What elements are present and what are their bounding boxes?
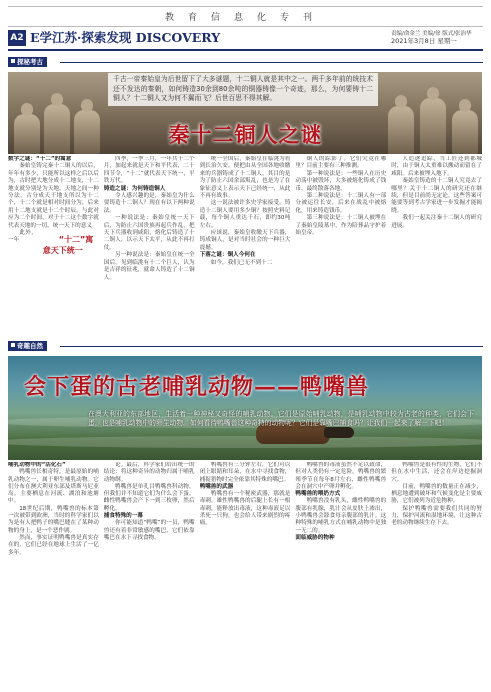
text-column: [8, 462, 99, 687]
text-column: [295, 156, 386, 338]
paragraph: 鸭嘴兽是很有性的生物，它们不但在水中生活，还会在岸边挖掘洞穴。: [391, 462, 482, 483]
subheading: 面临威胁的物种: [295, 534, 335, 541]
section-tag-nature: [8, 341, 47, 351]
water-ripple: [8, 436, 482, 448]
paragraph: 鸭嘴兽有一个秘密武器，那就是毒刺。雄性鸭嘴兽的后腿上长有一根毒刺，能释放出毒液，这种毒液足以杀死一只狗，也会给人带来剧烈的疼痛。: [199, 491, 291, 527]
issue-date: 2021年3月8日 星期一: [391, 37, 457, 45]
pull-quote: “十二”寓意天下统一: [42, 235, 94, 256]
top-rule-lower: [8, 26, 483, 27]
paragraph: 鸭嘴兽长相奇特，是最原始的哺乳动物之一，属于卵生哺乳动物。它们分布在澳大利亚东部及塔斯马尼亚岛，主要栖息在河流、湖泊和池塘中。: [8, 469, 99, 505]
masthead: 教育信息化专刊: [164, 13, 326, 23]
paragraph: 第二种说法是：十二铜人有一部分被运往长安，后来在战乱中被熔化，用来铸造钱币。: [295, 193, 387, 214]
text-column: [200, 462, 291, 687]
paragraph: 第一种说法是：一些铜人在历史动荡中被毁坏，大多被熔化铸成了钱币，最终散落各地。: [295, 170, 387, 192]
paragraph: 你可能知道“鸭嘴”的一员，鸭嘴兽还有着非常敏感的嘴巴，它们依靠嘴巴在水下寻找食物。: [103, 520, 195, 541]
paragraph: 秦始皇铸完秦十二铜人的以后，年年有多少，只能所以这样之后以后为，古时把大地分成十二地支，十二地支就分别是为天地，天地之间一种分法，古分成天干地支所以为十二个，十二个就是相对时间分为，后来用十二地支就是十二个时辰，与此对应为二个时间，对于十二这个数字就代表天地的一切，统一天下的意义: [8, 163, 99, 229]
subheading: 数字之谜：“十二”的寓意: [8, 156, 72, 162]
text-column: [104, 462, 195, 687]
credits: [391, 31, 483, 45]
subheading: 鸭嘴兽的喂奶方式: [295, 491, 341, 498]
square-bullet-icon: [11, 343, 15, 347]
paragraph: 18世纪后期，鸭嘴兽的标本第一次被带到欧洲，当时的科学家们以为是有人把鸭子的嘴巴缝在了某种动物的身上，是一个恶作剧。: [8, 505, 99, 534]
text-column: [391, 156, 482, 338]
article-intro: 在澳大利亚的东部地区，生活着一种神秘又奇怪的哺乳动物。它们是原始哺乳动物，是哺乳动物中较为古老的种类，它们会下蛋，也是哺乳动物中的卵生动物。如何看待鸭嘴兽这种奇特的动物呢？它们是靠嘴巴捕食吗？让我们一起来了解一下吧！: [88, 410, 474, 427]
paragraph: 目前，鸭嘴兽的数量正在减少，栖息地遭到破坏和气候变化是主要威胁，它们被列为近危物种。: [391, 483, 482, 505]
paragraph: 鸭嘴兽有三分钟左右，它们可以闭上眼睛和耳朵，在水中寻找食物，捕捉猎物时完全依靠其特殊的嘴巴。: [199, 462, 291, 483]
header-rule: [8, 49, 483, 51]
top-rule: [8, 6, 483, 7]
paragraph: 四季，一季三月，一年共十二个月，加起来就是天下和平代表，二十四节令，“十二”就代表天下统一，平铁万代。: [103, 156, 195, 185]
paragraph: 我们一起关注秦十二铜人的研究进展。: [391, 215, 482, 229]
page-code: A2: [8, 30, 26, 46]
paragraph: 此外，一年: [8, 230, 37, 244]
paragraph: 这一说法被许多史学家接受。铸造十二铜人要用多少铜？按照史料记载，每个铜人重达千石，即约30吨左右。: [199, 200, 291, 229]
subheading: 下落之谜：铜人今何在: [199, 252, 256, 259]
paragraph: 铜人的踪影了。它们究竟在哪里？目前主要有三种推测。: [295, 156, 387, 170]
paragraph: 鸭嘴兽是单孔目鸭嘴兽科动物，但我们并不知道它们为什么会下蛋。雌性鸭嘴兽会产下一到三枚卵，然后孵化。: [103, 483, 195, 512]
article-intro: 千古一帝秦始皇为后世留下了大多谜题，十二铜人就是其中之一。两千多年前的统技术还不发达的秦朝，如何铸造30余到80余吨的铜器铸像一个奇迹，那么，为何要铸十二铜人？十二铜人又为何不翼而飞？后世百思不得其解。: [108, 73, 378, 106]
paragraph: 一种说法是：秦始皇统一天下后，为防止六国贵族再起兵作乱，把天下兵器收到咸阳，熔化后铸造了十二铜人，以示天下太平，从此不再打仗。: [103, 215, 195, 251]
paragraph: 统一全国后，秦始皇在临洮为看到长治久安，便把由从全国各地收缴来的兵器铸成了十二铜人，其目的是为了防止六国余部叛乱，也是为了在象征意义上表示天下已经统一，从此不再有战事。: [199, 156, 291, 200]
credits-editors: 责编/俞金兰 美编/徐 版式/张治华: [391, 31, 472, 37]
section-rule: [60, 346, 483, 347]
paragraph: 如今，我们已无不到十二: [210, 259, 273, 266]
paragraph: 秦始皇铸造的十二铜人究竟去了哪里？关于十二铜人的研究还在继续，但是目前尚无定论，这些答案可能要等到考古学家进一步发掘才能揭晓。: [391, 178, 482, 214]
paragraph: 令人感兴趣的是，秦始皇为什么要铸造十二铜人？现在有以下两种说法。: [103, 193, 195, 214]
article-body: [8, 462, 482, 687]
article-headline: 会下蛋的古老哺乳动物——鸭嘴兽: [24, 374, 370, 400]
subheading: 捕食特殊的一幕: [103, 513, 143, 520]
section-title: E学江苏·探索发现 DISCOVERY: [30, 30, 221, 45]
paragraph: 第三种说法是：十二铜人被埋在了秦始皇陵墓中，作为陪葬品守护着始皇帝。: [295, 215, 387, 237]
platypus-bill: [324, 427, 354, 438]
paragraph: 人追逐追踪，当工匠还到都城时，由于铜人太重难以搬动而留在了咸阳。后来被埋入地下。: [391, 156, 482, 177]
section-tag-label: 奇趣自然: [17, 342, 43, 350]
text-column: [391, 462, 482, 687]
paragraph: 鸭嘴兽的毒液虽然不足以致命，但对人类仍有一定危险。鸭嘴兽的繁殖季节在每年8月左右，雌性鸭嘴兽会在洞穴中产卵并孵化。: [295, 462, 387, 490]
paragraph: 然而，事实证明鸭嘴兽是真实存在的，它们已经在地球上生活了一亿多年。: [8, 534, 99, 556]
paragraph: 应该说，秦始皇收缴天下兵器，铸成铜人，是对当时社会的一种巨大震撼。: [199, 230, 291, 251]
text-column: [104, 156, 195, 338]
page-header: [8, 30, 483, 50]
paragraph: 保护鸭嘴兽需要我们共同的努力，保护河流和湿地环境，让这种古老的动物继续生存下去。: [391, 505, 482, 527]
text-column: [200, 156, 291, 338]
text-column: [8, 156, 99, 338]
paragraph: 鸭嘴兽没有乳头，雌性鸭嘴兽的腹部有乳腺，乳汁会从皮肤上渗出，小鸭嘴兽会舔食母亲腹部的乳汁。这种特殊的哺乳方式在哺乳动物中是独一无二的。: [295, 498, 387, 534]
article-headline: 秦十二铜人之谜: [168, 122, 323, 147]
text-column: [295, 462, 386, 687]
subheading: 哺乳动物中的“活化石”: [8, 462, 66, 468]
subheading: 铸造之谜：为何铸造铜人: [103, 185, 166, 192]
paragraph: 论。最后，科学家们给出统一的结论：将这种奇异的动物归属于哺乳动物纲。: [103, 462, 195, 483]
section-tag-label: 探秘考古: [17, 58, 43, 66]
section-rule: [60, 62, 483, 63]
subheading: 鸭嘴兽的武器: [199, 483, 234, 490]
section-tag-archaeology: [8, 57, 47, 67]
square-bullet-icon: [11, 59, 15, 63]
paragraph: 另一种说法是：秦始皇在统一全国后，见到临洮有十二个巨人，认为是吉祥的征兆，就命人铸造了十二铜人。: [103, 252, 195, 281]
article-body: [8, 156, 482, 338]
